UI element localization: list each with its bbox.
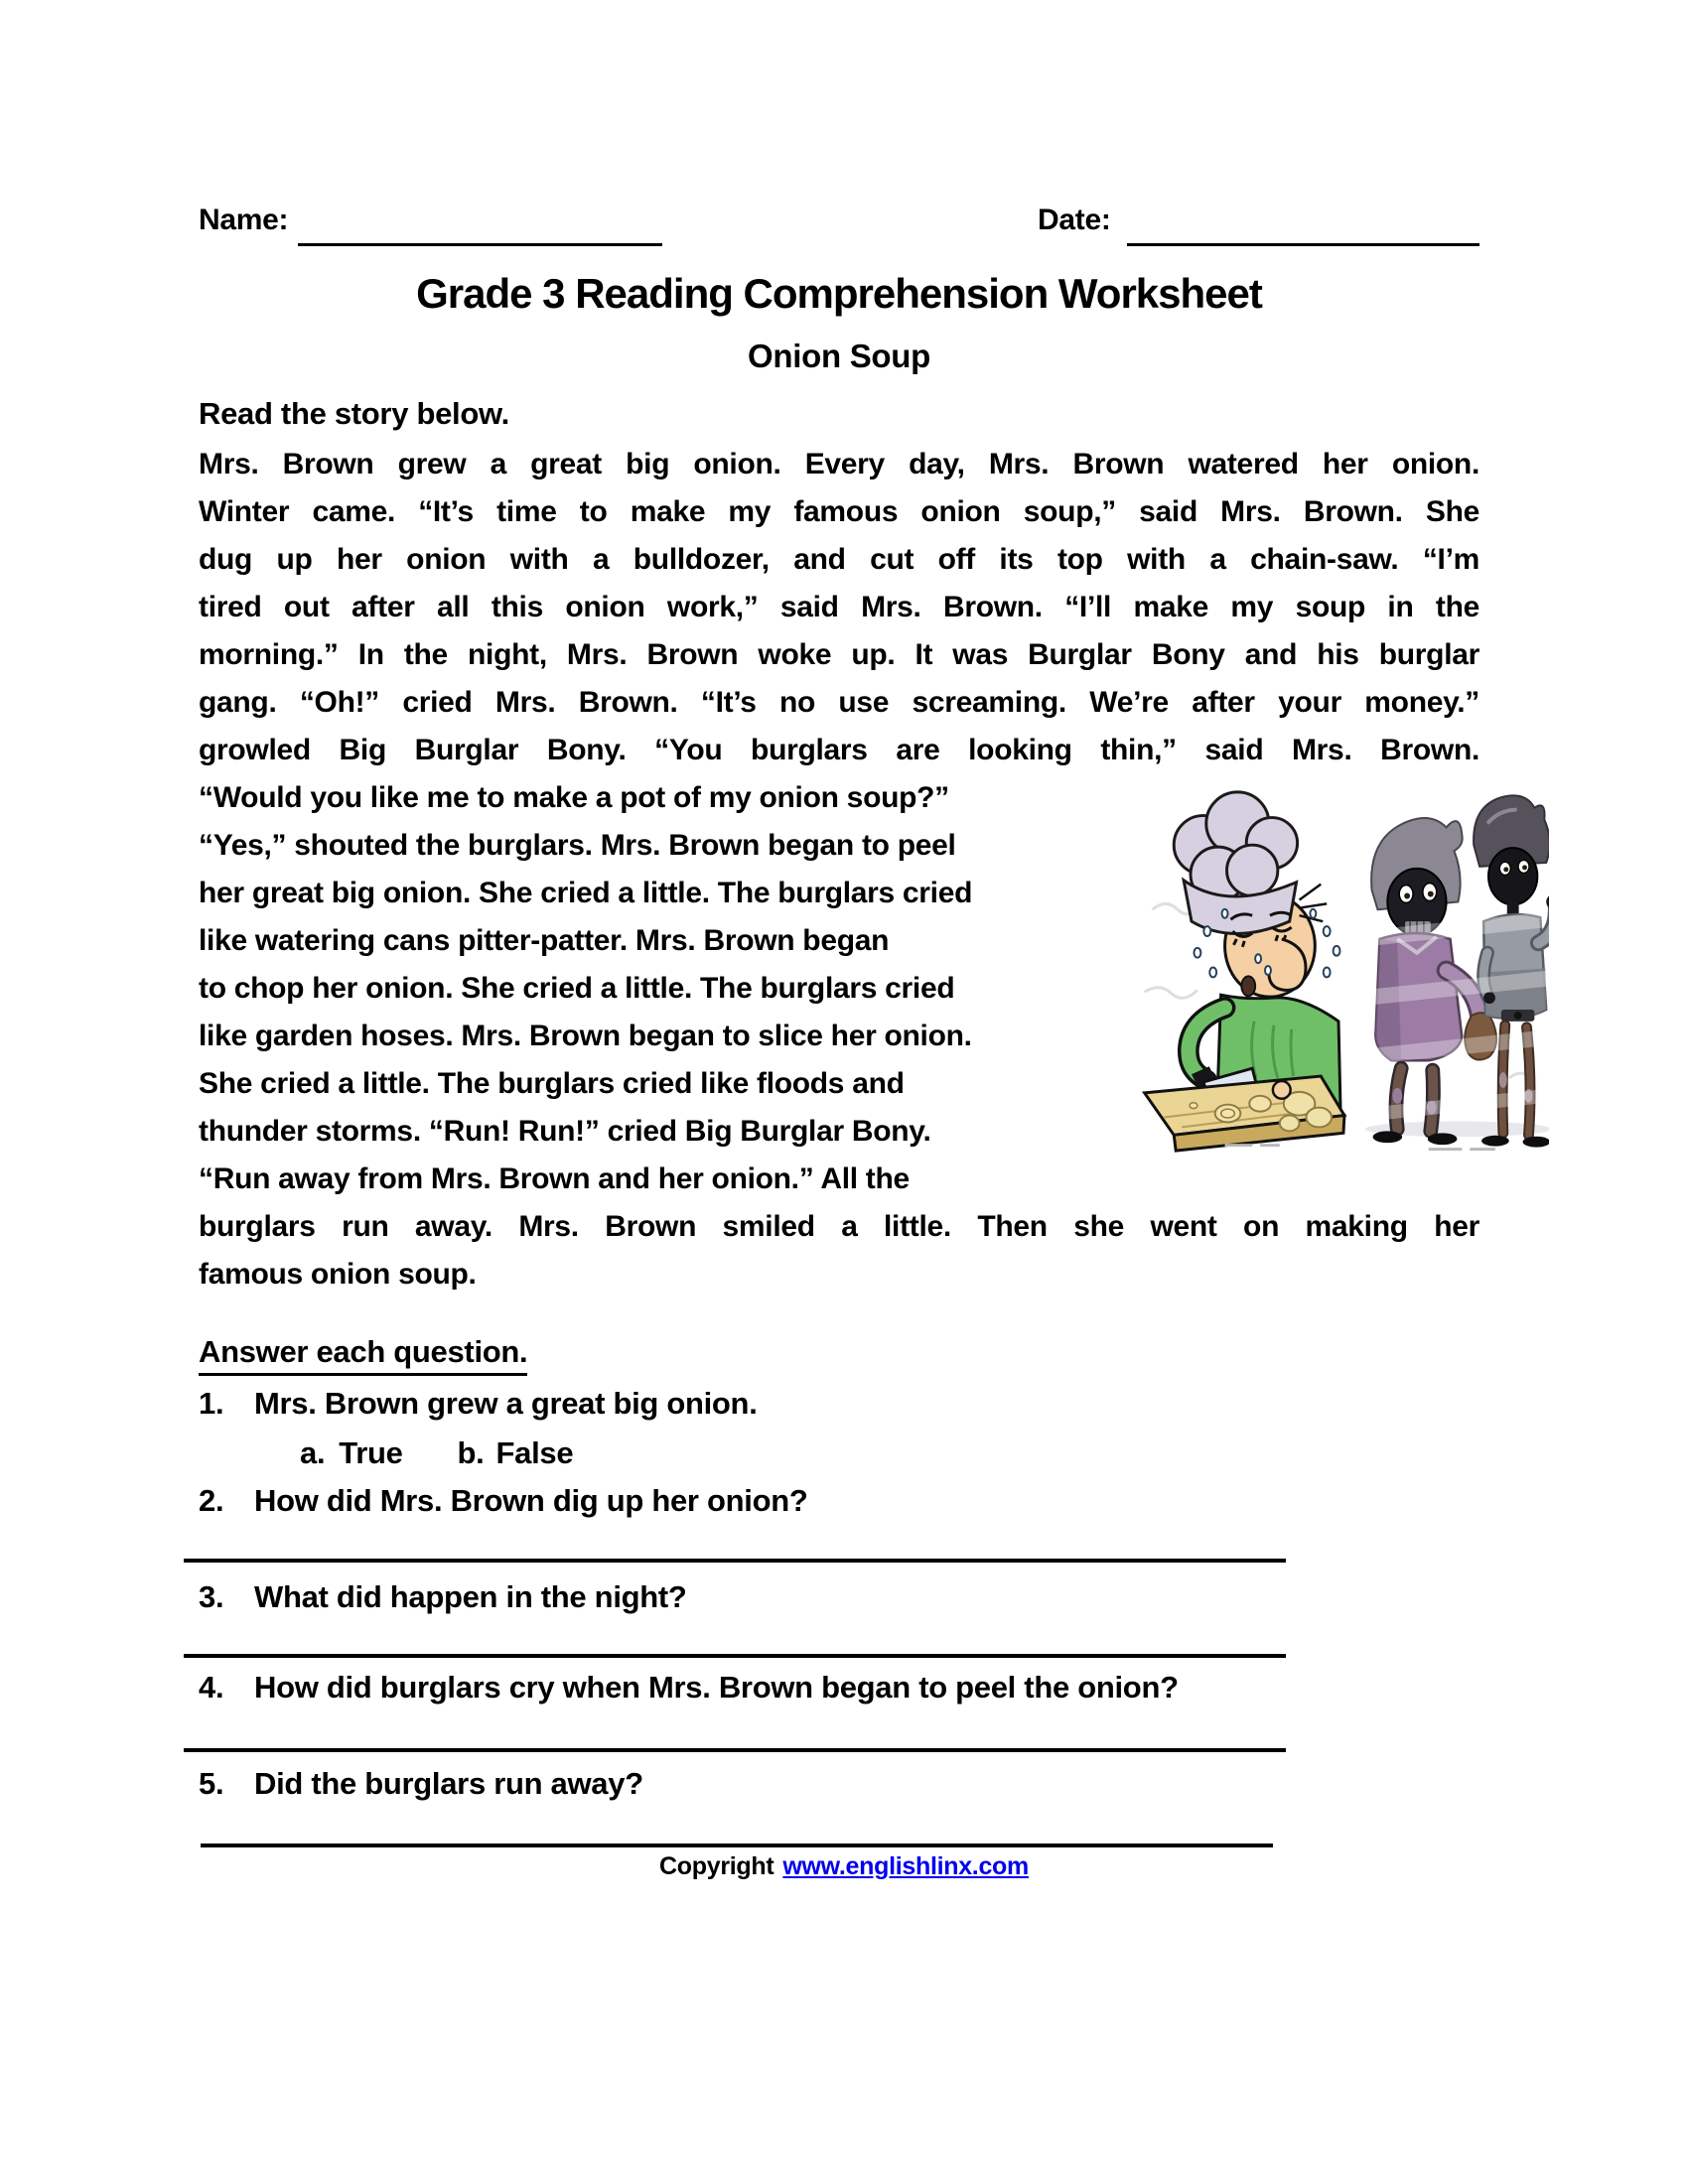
answer-line — [184, 1559, 1286, 1563]
story-line: burglars run away. Mrs. Brown smiled a little. Then she went on making her — [199, 1210, 1479, 1243]
option-b-text: False — [495, 1435, 574, 1470]
question-number: 2. — [199, 1483, 224, 1518]
story-line: dug up her onion with a bulldozer, and cut off its top with a chain-saw. “I’m — [199, 543, 1479, 576]
question-2 — [199, 1479, 1479, 1523]
question-4 — [199, 1666, 1479, 1709]
story-line: like watering cans pitter-patter. Mrs. Brown began — [199, 924, 890, 957]
story-line: She cried a little. The burglars cried like floods and — [199, 1067, 905, 1100]
burglars-clipart — [1357, 795, 1549, 1151]
story-line: gang. “Oh!” cried Mrs. Brown. “It’s no use screaming. We’re after your money.” — [199, 686, 1479, 719]
questions-heading: Answer each question. — [199, 1334, 527, 1376]
question-text: How did burglars cry when Mrs. Brown began to peel the onion? — [254, 1670, 1179, 1705]
story-line: thunder storms. “Run! Run!” cried Big Burglar Bony. — [199, 1115, 931, 1148]
crying-chef-clipart — [1145, 792, 1344, 1151]
story-line: like garden hoses. Mrs. Brown began to slice her onion. — [199, 1020, 972, 1052]
story-line: tired out after all this onion work,” said Mrs. Brown. “I’ll make my soup in the — [199, 591, 1479, 623]
story-line: famous onion soup. — [199, 1258, 477, 1291]
question-text: Did the burglars run away? — [254, 1766, 643, 1801]
option-b-label: b. — [457, 1435, 485, 1470]
page-title: Grade 3 Reading Comprehension Worksheet — [416, 270, 1262, 317]
clipart-caption-right — [1429, 1148, 1495, 1151]
answer-line — [184, 1654, 1286, 1658]
option-a-label: a. — [300, 1435, 326, 1470]
story-line: “Run away from Mrs. Brown and her onion.” All the — [199, 1162, 910, 1195]
copyright — [0, 1852, 1688, 1881]
question-number: 3. — [199, 1579, 224, 1614]
name-label: Name: — [199, 204, 289, 236]
date-blank — [1127, 207, 1479, 246]
copyright-label: Copyright — [659, 1852, 774, 1880]
story-line: Winter came. “It’s time to make my famous onion soup,” said Mrs. Brown. She — [199, 495, 1479, 528]
question-1-options — [199, 1432, 1479, 1475]
story-line: Mrs. Brown grew a great big onion. Every day, Mrs. Brown watered her onion. — [199, 448, 1479, 480]
answer-line — [201, 1843, 1273, 1847]
read-instruction: Read the story below. — [199, 396, 509, 431]
question-text: What did happen in the night? — [254, 1579, 687, 1614]
story-line: morning.” In the night, Mrs. Brown woke up. It was Burglar Bony and his burglar — [199, 638, 1479, 671]
story-line: growled Big Burglar Bony. “You burglars are looking thin,” said Mrs. Brown. — [199, 734, 1479, 766]
story-line: “Would you like me to make a pot of my onion soup?” — [199, 781, 949, 814]
question-text: Mrs. Brown grew a great big onion. — [254, 1386, 758, 1421]
page-subtitle: Onion Soup — [748, 338, 930, 374]
name-blank — [298, 207, 662, 246]
question-number: 5. — [199, 1766, 224, 1801]
story-line: “Yes,” shouted the burglars. Mrs. Brown began to peel — [199, 829, 956, 862]
question-5 — [199, 1762, 1479, 1806]
question-3 — [199, 1575, 1479, 1619]
question-number: 4. — [199, 1670, 224, 1705]
date-label: Date: — [1038, 204, 1111, 236]
copyright-link[interactable]: www.englishlinx.com — [782, 1852, 1029, 1880]
option-a-text: True — [339, 1435, 403, 1470]
story-line: to chop her onion. She cried a little. The burglars cried — [199, 972, 955, 1005]
question-1 — [199, 1382, 1479, 1426]
story-illustration — [1132, 784, 1549, 1157]
question-number: 1. — [199, 1386, 224, 1421]
question-text: How did Mrs. Brown dig up her onion? — [254, 1483, 808, 1518]
story-line: her great big onion. She cried a little. The burglars cried — [199, 877, 973, 909]
clipart-caption-left — [1225, 1144, 1280, 1147]
answer-line — [184, 1748, 1286, 1752]
